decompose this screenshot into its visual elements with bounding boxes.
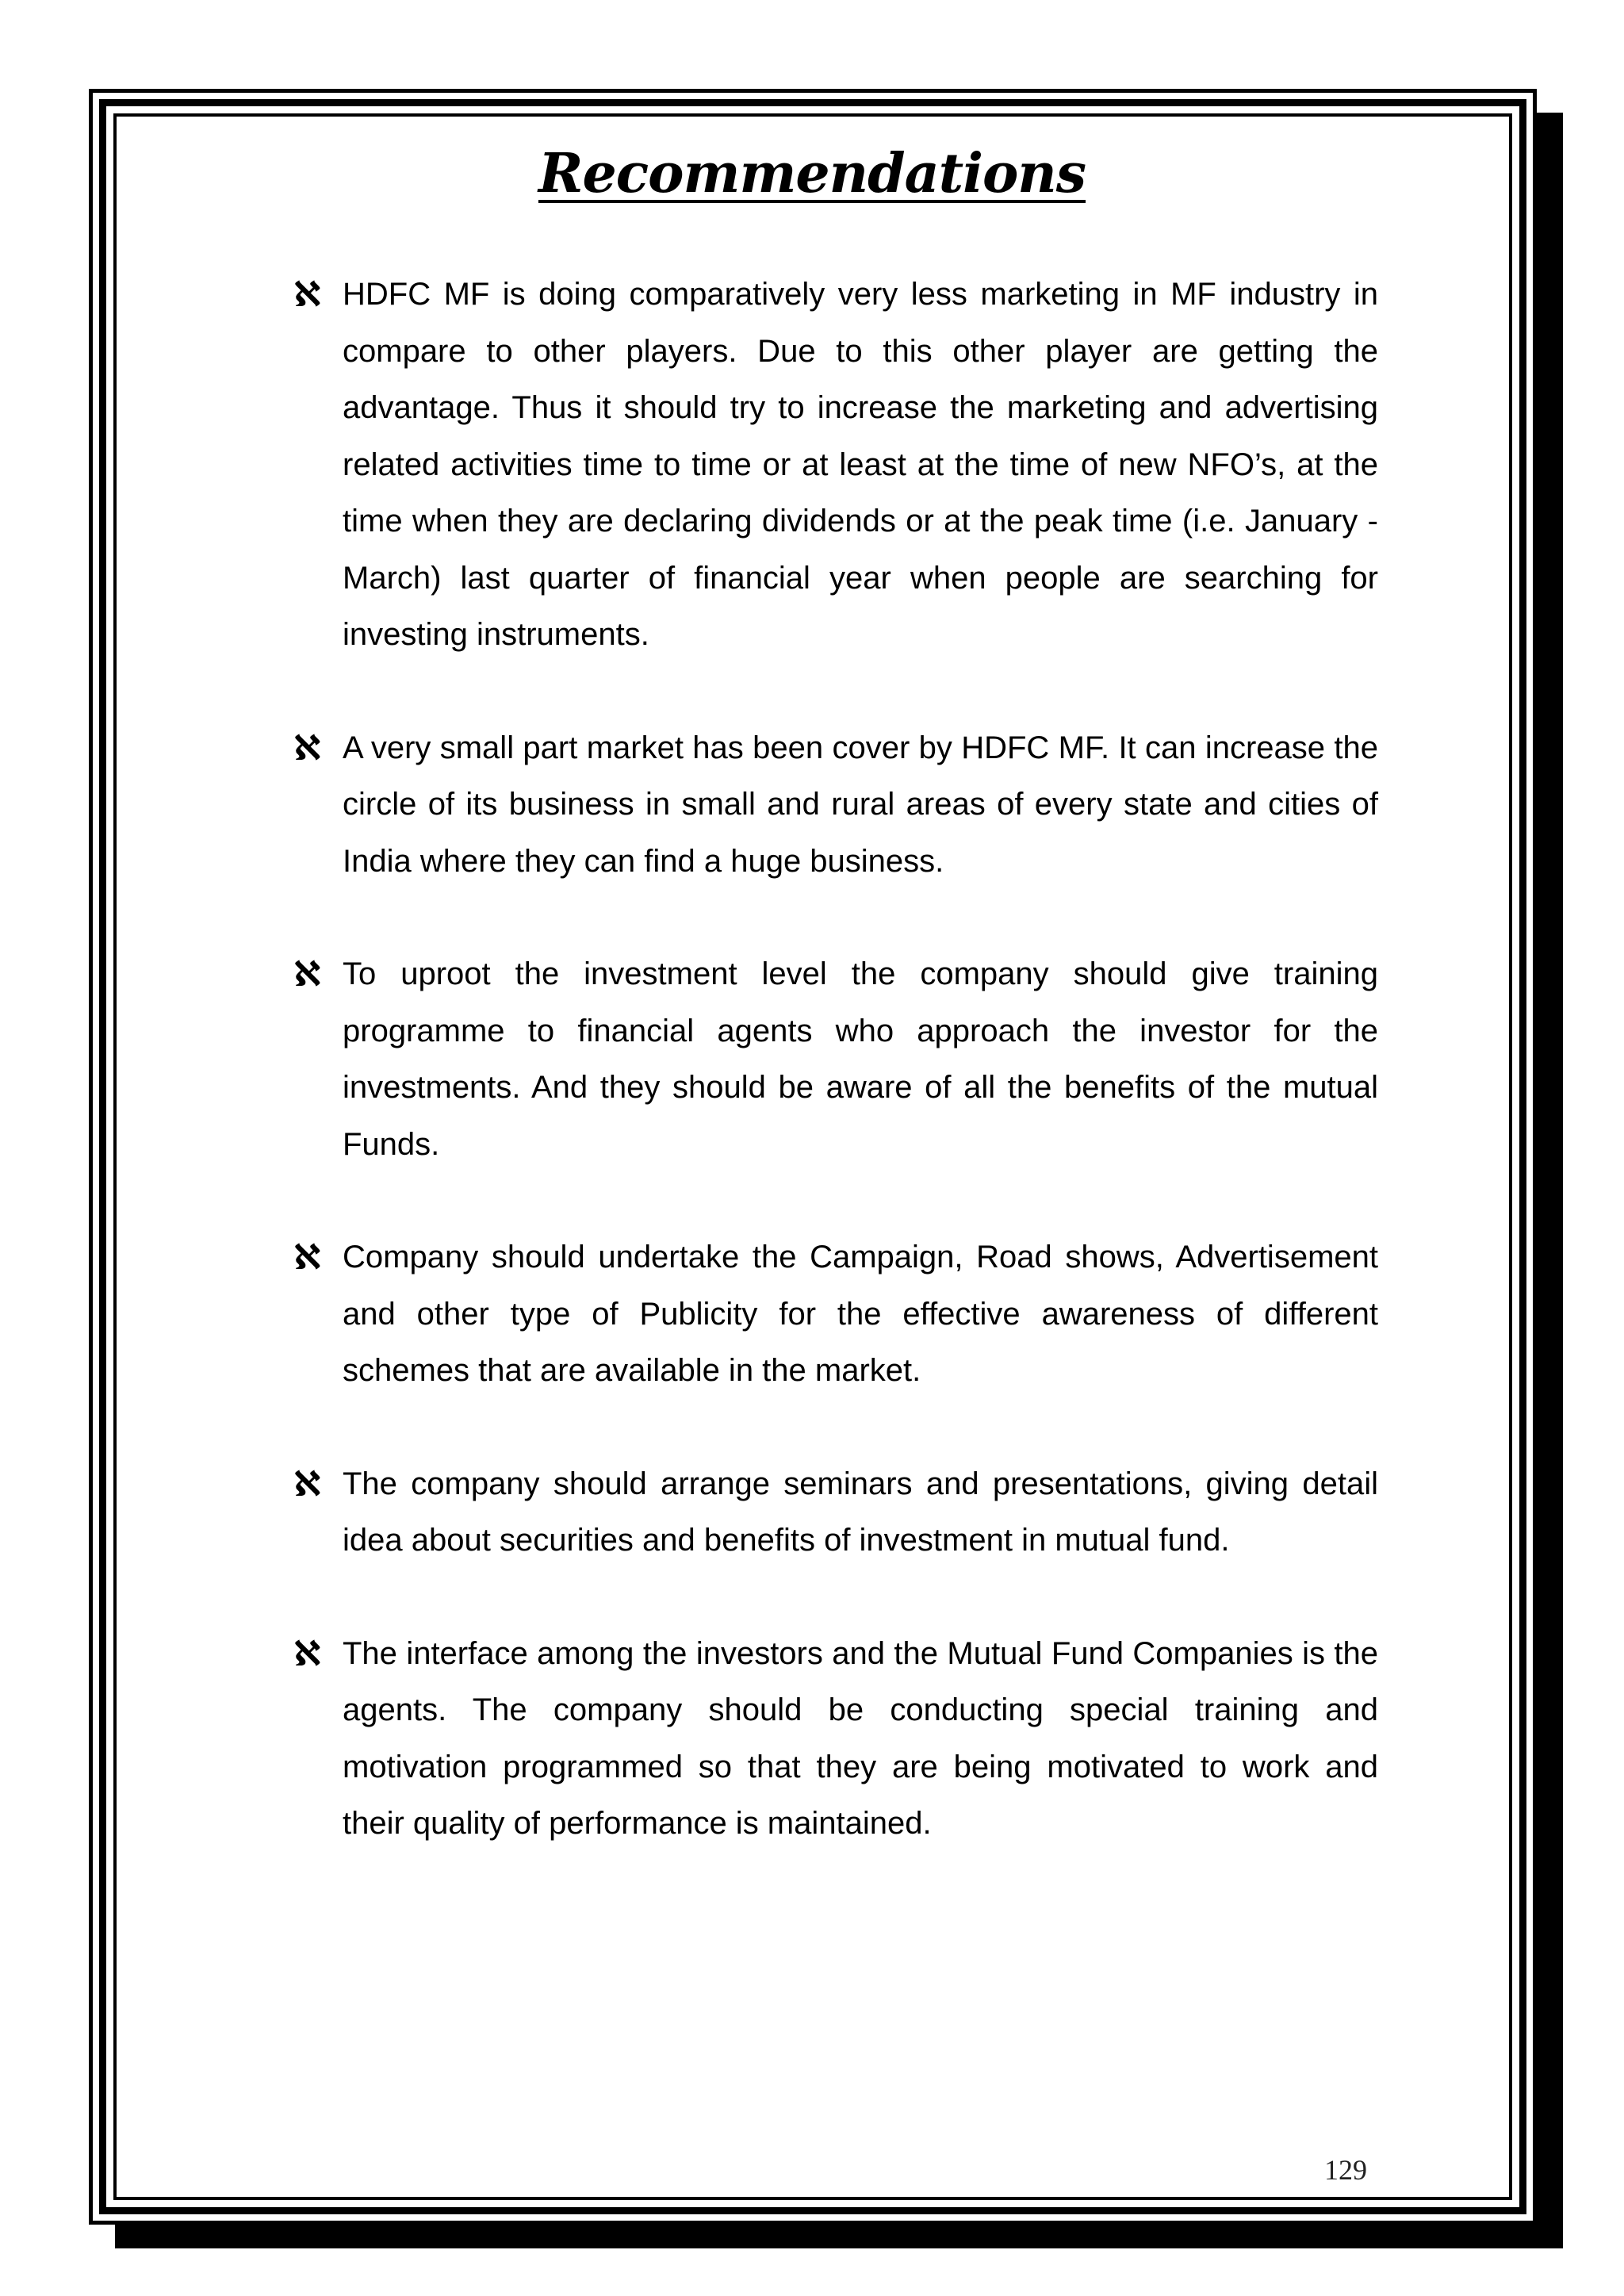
recommendation-text: To uproot the investment level the company should give training programme to financial agents who approach the investor for the investments. And they should be aware of all the benefits of the mutual Funds. [343, 956, 1378, 1162]
aleph-bullet-icon: ℵ [293, 1463, 321, 1504]
list-item [293, 1229, 1378, 1400]
page-title: Recommendations [538, 142, 1086, 205]
list-item [293, 1456, 1378, 1570]
recommendation-text: HDFC MF is doing comparatively very less marketing in MF industry in compare to other players. Due to this other player are getting the advantage. Thus it should try to increase the marketing and advertising related activities time to time or at least at the time of new NFO’s, at the time when they are declaring dividends or at the peak time (i.e. January - March) last quarter of financial year when people are searching for investing instruments. [343, 277, 1378, 652]
aleph-bullet-icon: ℵ [293, 727, 321, 769]
page-number: 129 [1324, 2154, 1367, 2186]
list-item [293, 720, 1378, 891]
aleph-bullet-icon: ℵ [293, 1237, 321, 1278]
list-item [293, 266, 1378, 664]
recommendation-text: The interface among the investors and the Mutual Fund Companies is the agents. The company should be conducting special training and motivation programmed so that they are being motivated to work and their quality of performance is maintained. [343, 1635, 1378, 1841]
recommendation-text: Company should undertake the Campaign, Road shows, Advertisement and other type of Publicity for the effective awareness of different schemes that are available in the market. [343, 1240, 1378, 1388]
list-item [293, 946, 1378, 1173]
recommendations-list [293, 266, 1378, 1909]
aleph-bullet-icon: ℵ [293, 274, 321, 315]
recommendation-text: A very small part market has been cover by HDFC MF. It can increase the circle of its business in small and rural areas of every state and cities of India where they can find a huge business. [343, 730, 1378, 879]
recommendation-text: The company should arrange seminars and presentations, giving detail idea about securities and benefits of investment in mutual fund. [343, 1466, 1378, 1558]
list-item [293, 1626, 1378, 1853]
aleph-bullet-icon: ℵ [293, 954, 321, 995]
aleph-bullet-icon: ℵ [293, 1633, 321, 1674]
